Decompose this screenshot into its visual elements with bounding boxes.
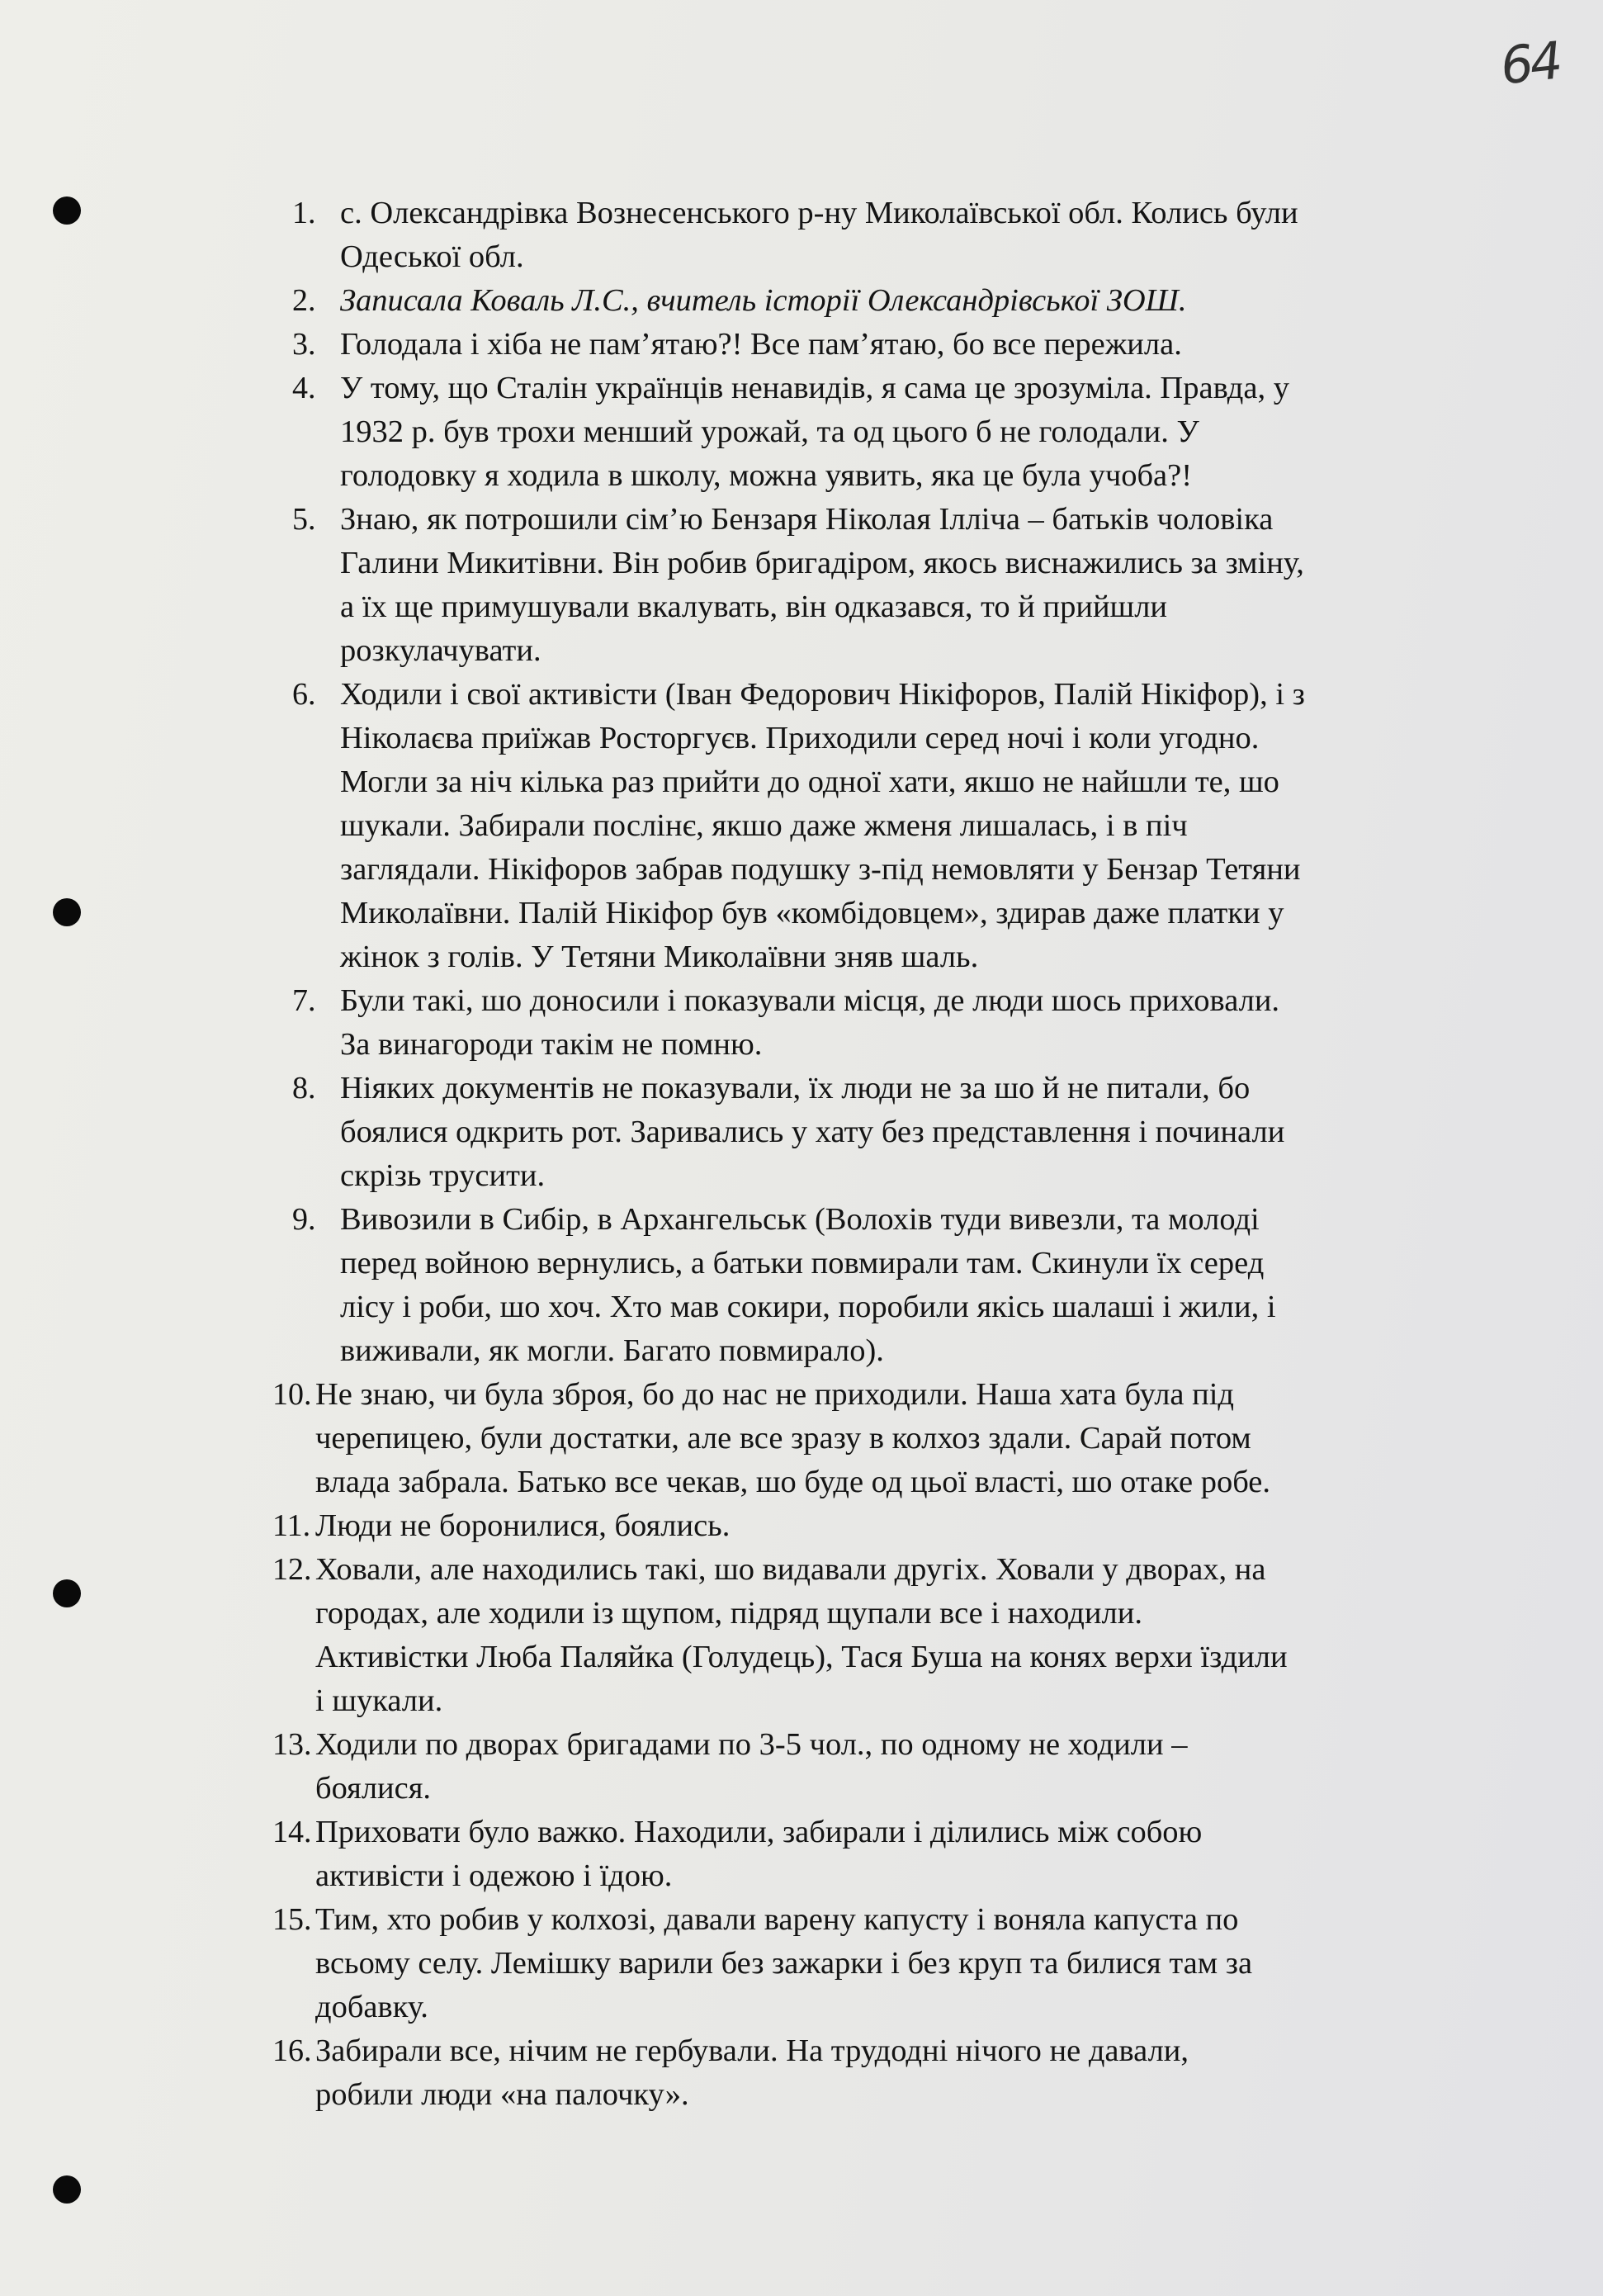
item-text-line: Ходили і свої активісти (Іван Федорович Нікіфоров, Палій Нікіфор), і з: [340, 677, 1305, 712]
item-text-line: заглядали. Нікіфоров забрав подушку з-під немовляти у Бензар Тетяни: [340, 852, 1301, 887]
item-number: 12.: [272, 1552, 312, 1587]
list-item: [281, 323, 1519, 367]
list-item: [281, 192, 1519, 279]
item-text-line: Голодала і хіба не пам’ятаю?! Все пам’ятаю, бо все пережила.: [340, 327, 1182, 362]
list-item: [272, 1548, 1519, 1723]
item-text-line: Ховали, але находились такі, шо видавали другіх. Ховали у дворах, на: [315, 1552, 1266, 1587]
punch-hole: [53, 1579, 81, 1607]
item-text-line: і шукали.: [315, 1683, 443, 1718]
list-item: [272, 1373, 1519, 1504]
item-text-line: перед войною вернулись, а батьки повмирали там. Скинули їх серед: [340, 1246, 1265, 1281]
item-text-line: Ніколаєва приїжав Росторгуєв. Приходили серед ночі і коли угодно.: [340, 721, 1260, 755]
list-item: [272, 1898, 1519, 2029]
item-text-line: У тому, що Сталін українців ненавидів, я сама це зрозуміла. Правда, у: [340, 371, 1289, 405]
item-text-line: Приховати було важко. Находили, забирали і ділились між собою: [315, 1815, 1203, 1849]
item-text-line: Тим, хто робив у колхозі, давали варену капусту і воняла капуста по: [315, 1902, 1239, 1937]
item-text-line: Активістки Люба Паляйка (Голудець), Тася Буша на конях верхи їздили: [315, 1640, 1288, 1674]
item-number: 3.: [292, 327, 316, 362]
item-text-line: Вивозили в Сибір, в Архангельськ (Волохів туди вивезли, та молоді: [340, 1202, 1260, 1237]
item-text-line: боялися.: [315, 1771, 432, 1806]
handwritten-page-number: 64: [1497, 30, 1563, 97]
item-number: 2.: [292, 283, 316, 318]
list-item: [281, 367, 1519, 498]
testimony-list: [272, 192, 1519, 2117]
punch-hole: [53, 2175, 81, 2204]
item-number: 7.: [292, 983, 316, 1018]
item-text-line: а їх ще примушували вкалувать, він одказався, то й прийшли: [340, 589, 1168, 624]
item-text-line: Знаю, як потрошили сім’ю Бензаря Ніколая Ілліча – батьків чоловіка: [340, 502, 1274, 537]
item-number: 11.: [272, 1508, 311, 1543]
punch-hole: [53, 196, 81, 225]
item-number: 6.: [292, 677, 316, 712]
item-text-line: Ходили по дворах бригадами по 3-5 чол., по одному не ходили –: [315, 1727, 1188, 1762]
item-number: 13.: [272, 1727, 312, 1762]
item-number: 16.: [272, 2033, 312, 2068]
item-text-line: активісти і одежою і їдою.: [315, 1858, 673, 1893]
item-text-line: скрізь трусити.: [340, 1158, 546, 1193]
item-text-line: боялися одкрить рот. Заривались у хату без представлення і починали: [340, 1115, 1285, 1149]
item-text-line: За винагороди такім не помню.: [340, 1027, 763, 1062]
item-text-line: всьому селу. Лемішку варили без зажарки і без круп та билися там за: [315, 1946, 1253, 1981]
list-item: [272, 1811, 1519, 1898]
item-text-line: виживали, як могли. Багато повмирало).: [340, 1333, 884, 1368]
item-number: 1.: [292, 196, 316, 230]
item-text-line: Записала Коваль Л.С., вчитель історії Олександрівської ЗОШ.: [340, 283, 1187, 318]
item-text-line: Могли за ніч кілька раз прийти до одної хати, якшо не найшли те, шо: [340, 765, 1279, 799]
list-item: [281, 1067, 1519, 1198]
item-text-line: Одеської обл.: [340, 239, 524, 274]
list-item: [272, 1504, 1519, 1548]
item-text-line: шукали. Забирали послінє, якшо даже жменя лишалась, і в піч: [340, 808, 1188, 843]
item-text-line: голодовку я ходила в школу, можна уявить, яка це була учоба?!: [340, 458, 1193, 493]
item-text-line: Ніяких документів не показували, їх люди не за шо й не питали, бо: [340, 1071, 1251, 1105]
item-text-line: черепицею, були достатки, але все зразу в колхоз здали. Сарай потом: [315, 1421, 1251, 1456]
item-text-line: робили люди «на палочку».: [315, 2077, 689, 2112]
list-item: [281, 979, 1519, 1067]
item-text-line: Люди не боронилися, боялись.: [315, 1508, 731, 1543]
item-text-line: Не знаю, чи була зброя, бо до нас не приходили. Наша хата була під: [315, 1377, 1235, 1412]
list-item: [281, 673, 1519, 979]
item-text-line: влада забрала. Батько все чекав, шо буде од цьої власті, шо отаке робе.: [315, 1465, 1270, 1499]
item-text-line: Галини Микитівни. Він робив бригадіром, якось виснажились за зміну,: [340, 546, 1304, 580]
list-item: [272, 1723, 1519, 1811]
item-text-line: городах, але ходили із щупом, підряд щупали все і находили.: [315, 1596, 1142, 1631]
item-number: 5.: [292, 502, 316, 537]
item-text-line: с. Олександрівка Вознесенського р-ну Миколаївської обл. Колись були: [340, 196, 1298, 230]
list-item: [281, 1198, 1519, 1373]
item-text-line: лісу і роби, шо хоч. Хто мав сокири, поробили якісь шалаші і жили, і: [340, 1290, 1276, 1324]
list-item: [272, 2029, 1519, 2117]
item-number: 8.: [292, 1071, 316, 1105]
item-text-line: жінок з голів. У Тетяни Миколаївни зняв шаль.: [340, 940, 979, 974]
item-text-line: 1932 р. був трохи менший урожай, та од цього б не голодали. У: [340, 414, 1199, 449]
item-text-line: Були такі, шо доносили і показували місця, де люди шось приховали.: [340, 983, 1280, 1018]
item-number: 14.: [272, 1815, 312, 1849]
item-text-line: Миколаївни. Палій Нікіфор був «комбідовцем», здирав даже платки у: [340, 896, 1284, 930]
item-number: 4.: [292, 371, 316, 405]
punch-hole: [53, 898, 81, 926]
item-text-line: Забирали все, нічим не гербували. На трудодні нічого не давали,: [315, 2033, 1189, 2068]
item-number: 10.: [272, 1377, 312, 1412]
item-number: 15.: [272, 1902, 312, 1937]
item-text-line: добавку.: [315, 1990, 428, 2024]
list-item: [281, 279, 1519, 323]
item-number: 9.: [292, 1202, 316, 1237]
list-item: [281, 498, 1519, 673]
item-text-line: розкулачувати.: [340, 633, 541, 668]
